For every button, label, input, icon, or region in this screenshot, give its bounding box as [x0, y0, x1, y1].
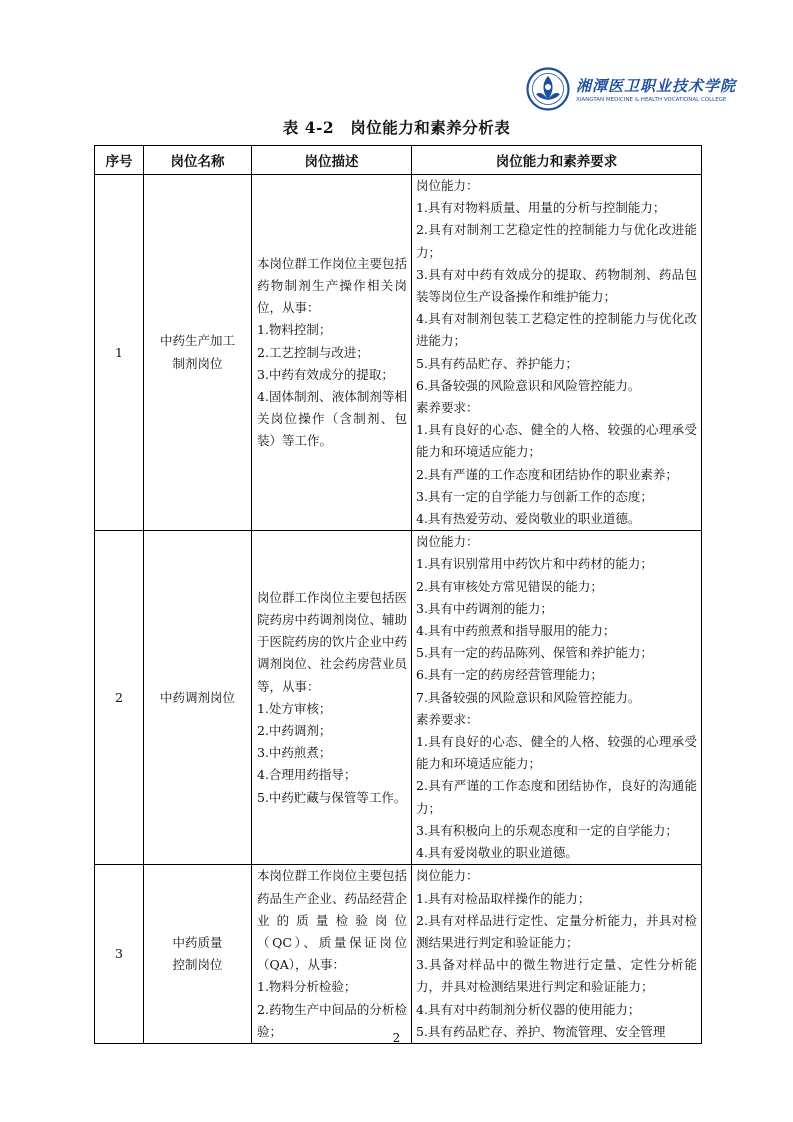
req-line: 4.具有对制剂包装工艺稳定性的控制能力与优化改进能力；: [416, 311, 697, 349]
desc-line: 2.中药调剂；: [257, 722, 332, 738]
desc-line: 2.工艺控制与改进；: [257, 344, 369, 360]
table-row: [95, 865, 702, 1044]
desc-line: 2.药物生产中间品的分析检验；: [257, 1001, 407, 1039]
desc-line: 5.中药贮藏与保管等工作。: [257, 789, 407, 805]
table-row: [95, 175, 702, 531]
req-line: 4.具有热爱劳动、爱岗敬业的职业道德。: [416, 511, 641, 527]
req-line: 5.具有药品贮存、养护能力；: [416, 355, 578, 371]
req-line: 3.具有中药调剂的能力；: [416, 600, 553, 616]
job-ability-table: [94, 145, 702, 1044]
job-name-line: 中药生产加工: [159, 333, 235, 349]
row-requirements: [412, 175, 702, 531]
desc-line: 4.固体制剂、液体制剂等相关岗位操作（含制剂、包装）等工作。: [257, 388, 407, 449]
req-line: 4.具有中药煎煮和指导服用的能力；: [416, 623, 616, 639]
desc-line: 3.中药煎煮；: [257, 745, 332, 761]
school-logo: [526, 64, 737, 114]
req-line: 5.具有一定的药品陈列、保管和养护能力；: [416, 645, 653, 661]
job-name-line: 控制岗位: [172, 957, 223, 973]
req-line: 2.具有对制剂工艺稳定性的控制能力与优化改进能力；: [416, 222, 697, 260]
school-name-en: XIANGTAN MEDICINE & HEALTH VOCATIONAL COLLEGE: [576, 97, 727, 103]
req-line: 7.具备较强的风险意识和风险管控能力。: [416, 689, 641, 705]
req-line: 2.具有严谨的工作态度和团结协作，良好的沟通能力；: [416, 778, 697, 816]
desc-line: 本岗位群工作岗位主要包括药品生产企业、药品经营企业的质量检验岗位（QC）、质量保证岗位（QA），从事：: [257, 868, 408, 973]
req-line: 岗位能力：: [416, 534, 479, 550]
req-line: 3.具备对样品中的微生物进行定量、定性分析能力，并具对检测结果进行判定和验证能力；: [416, 957, 697, 995]
school-name-cn: 湘潭医卫职业技术学院: [576, 77, 737, 95]
req-line: 1.具有识别常用中药饮片和中药材的能力；: [416, 556, 653, 572]
req-line: 岗位能力：: [416, 868, 479, 884]
row-requirements: [412, 531, 702, 865]
row-serial: 1: [95, 175, 144, 531]
desc-line: 本岗位群工作岗位主要包括药物制剂生产操作相关岗位，从事：: [257, 255, 408, 316]
header-ability-requirements: 岗位能力和素养要求: [412, 146, 702, 175]
row-job-description: [252, 865, 412, 1044]
req-line: 4.具有对中药制剂分析仪器的使用能力；: [416, 1001, 641, 1017]
desc-line: 1.物料分析检验；: [257, 979, 357, 995]
job-name-line: 中药质量: [172, 934, 223, 950]
req-line: 6.具备较强的风险意识和风险管控能力。: [416, 377, 641, 393]
req-line: 1.具有对物料质量、用量的分析与控制能力；: [416, 200, 666, 216]
req-line: 3.具有对中药有效成分的提取、药物制剂、药品包装等岗位生产设备操作和维护能力；: [416, 266, 697, 305]
table-title: 表 4-2 岗位能力和素养分析表: [282, 118, 511, 137]
req-line: 岗位能力：: [416, 178, 479, 193]
row-serial: 3: [95, 865, 144, 1044]
header-job-name: 岗位名称: [144, 146, 252, 175]
req-line: 5.具有药品贮存、养护、物流管理、安全管理: [416, 1023, 666, 1039]
req-line: 2.具有对样品进行定性、定量分析能力，并具对检测结果进行判定和验证能力；: [416, 912, 697, 950]
row-job-description: [252, 175, 412, 531]
row-job-name: [144, 175, 252, 531]
req-line: 2.具有审核处方常见错误的能力；: [416, 578, 603, 594]
desc-line: 岗位群工作岗位主要包括医院药房中药调剂岗位、辅助于医院药房的饮片企业中药调剂岗位、社会药房营业员等，从事：: [257, 589, 408, 694]
req-line: 1.具有对检品取样操作的能力；: [416, 890, 591, 906]
job-name-line: 制剂岗位: [172, 355, 223, 371]
req-line: 3.具有积极向上的乐观态度和一定的自学能力；: [416, 822, 678, 838]
req-line: 1.具有良好的心态、健全的人格、较强的心理承受能力和环境适应能力；: [416, 734, 697, 772]
req-line: 2.具有严谨的工作态度和团结协作的职业素养；: [416, 466, 678, 482]
job-name-line: 中药调剂岗位: [159, 689, 235, 705]
school-emblem-icon: [526, 67, 570, 111]
row-job-description: [252, 531, 412, 865]
header-serial: 序号: [95, 146, 144, 175]
page-number: 2: [392, 1031, 401, 1045]
table-header-row: [95, 146, 702, 175]
desc-line: 3.中药有效成分的提取；: [257, 366, 394, 382]
desc-line: 1.处方审核；: [257, 700, 332, 716]
row-job-name: [144, 531, 252, 865]
row-requirements: [412, 865, 702, 1044]
req-line: 4.具有爱岗敬业的职业道德。: [416, 845, 578, 861]
table-row: [95, 531, 702, 865]
desc-line: 4.合理用药指导；: [257, 767, 357, 783]
desc-line: 1.物料控制；: [257, 322, 332, 338]
req-line: 素养要求：: [416, 711, 479, 727]
req-line: 6.具有一定的药房经营管理能力；: [416, 667, 603, 683]
req-line: 1.具有良好的心态、健全的人格、较强的心理承受能力和环境适应能力；: [416, 422, 697, 460]
header-job-description: 岗位描述: [252, 146, 412, 175]
req-line: 3.具有一定的自学能力与创新工作的态度；: [416, 488, 653, 504]
req-line: 素养要求：: [416, 400, 479, 416]
row-job-name: [144, 865, 252, 1044]
row-serial: 2: [95, 531, 144, 865]
